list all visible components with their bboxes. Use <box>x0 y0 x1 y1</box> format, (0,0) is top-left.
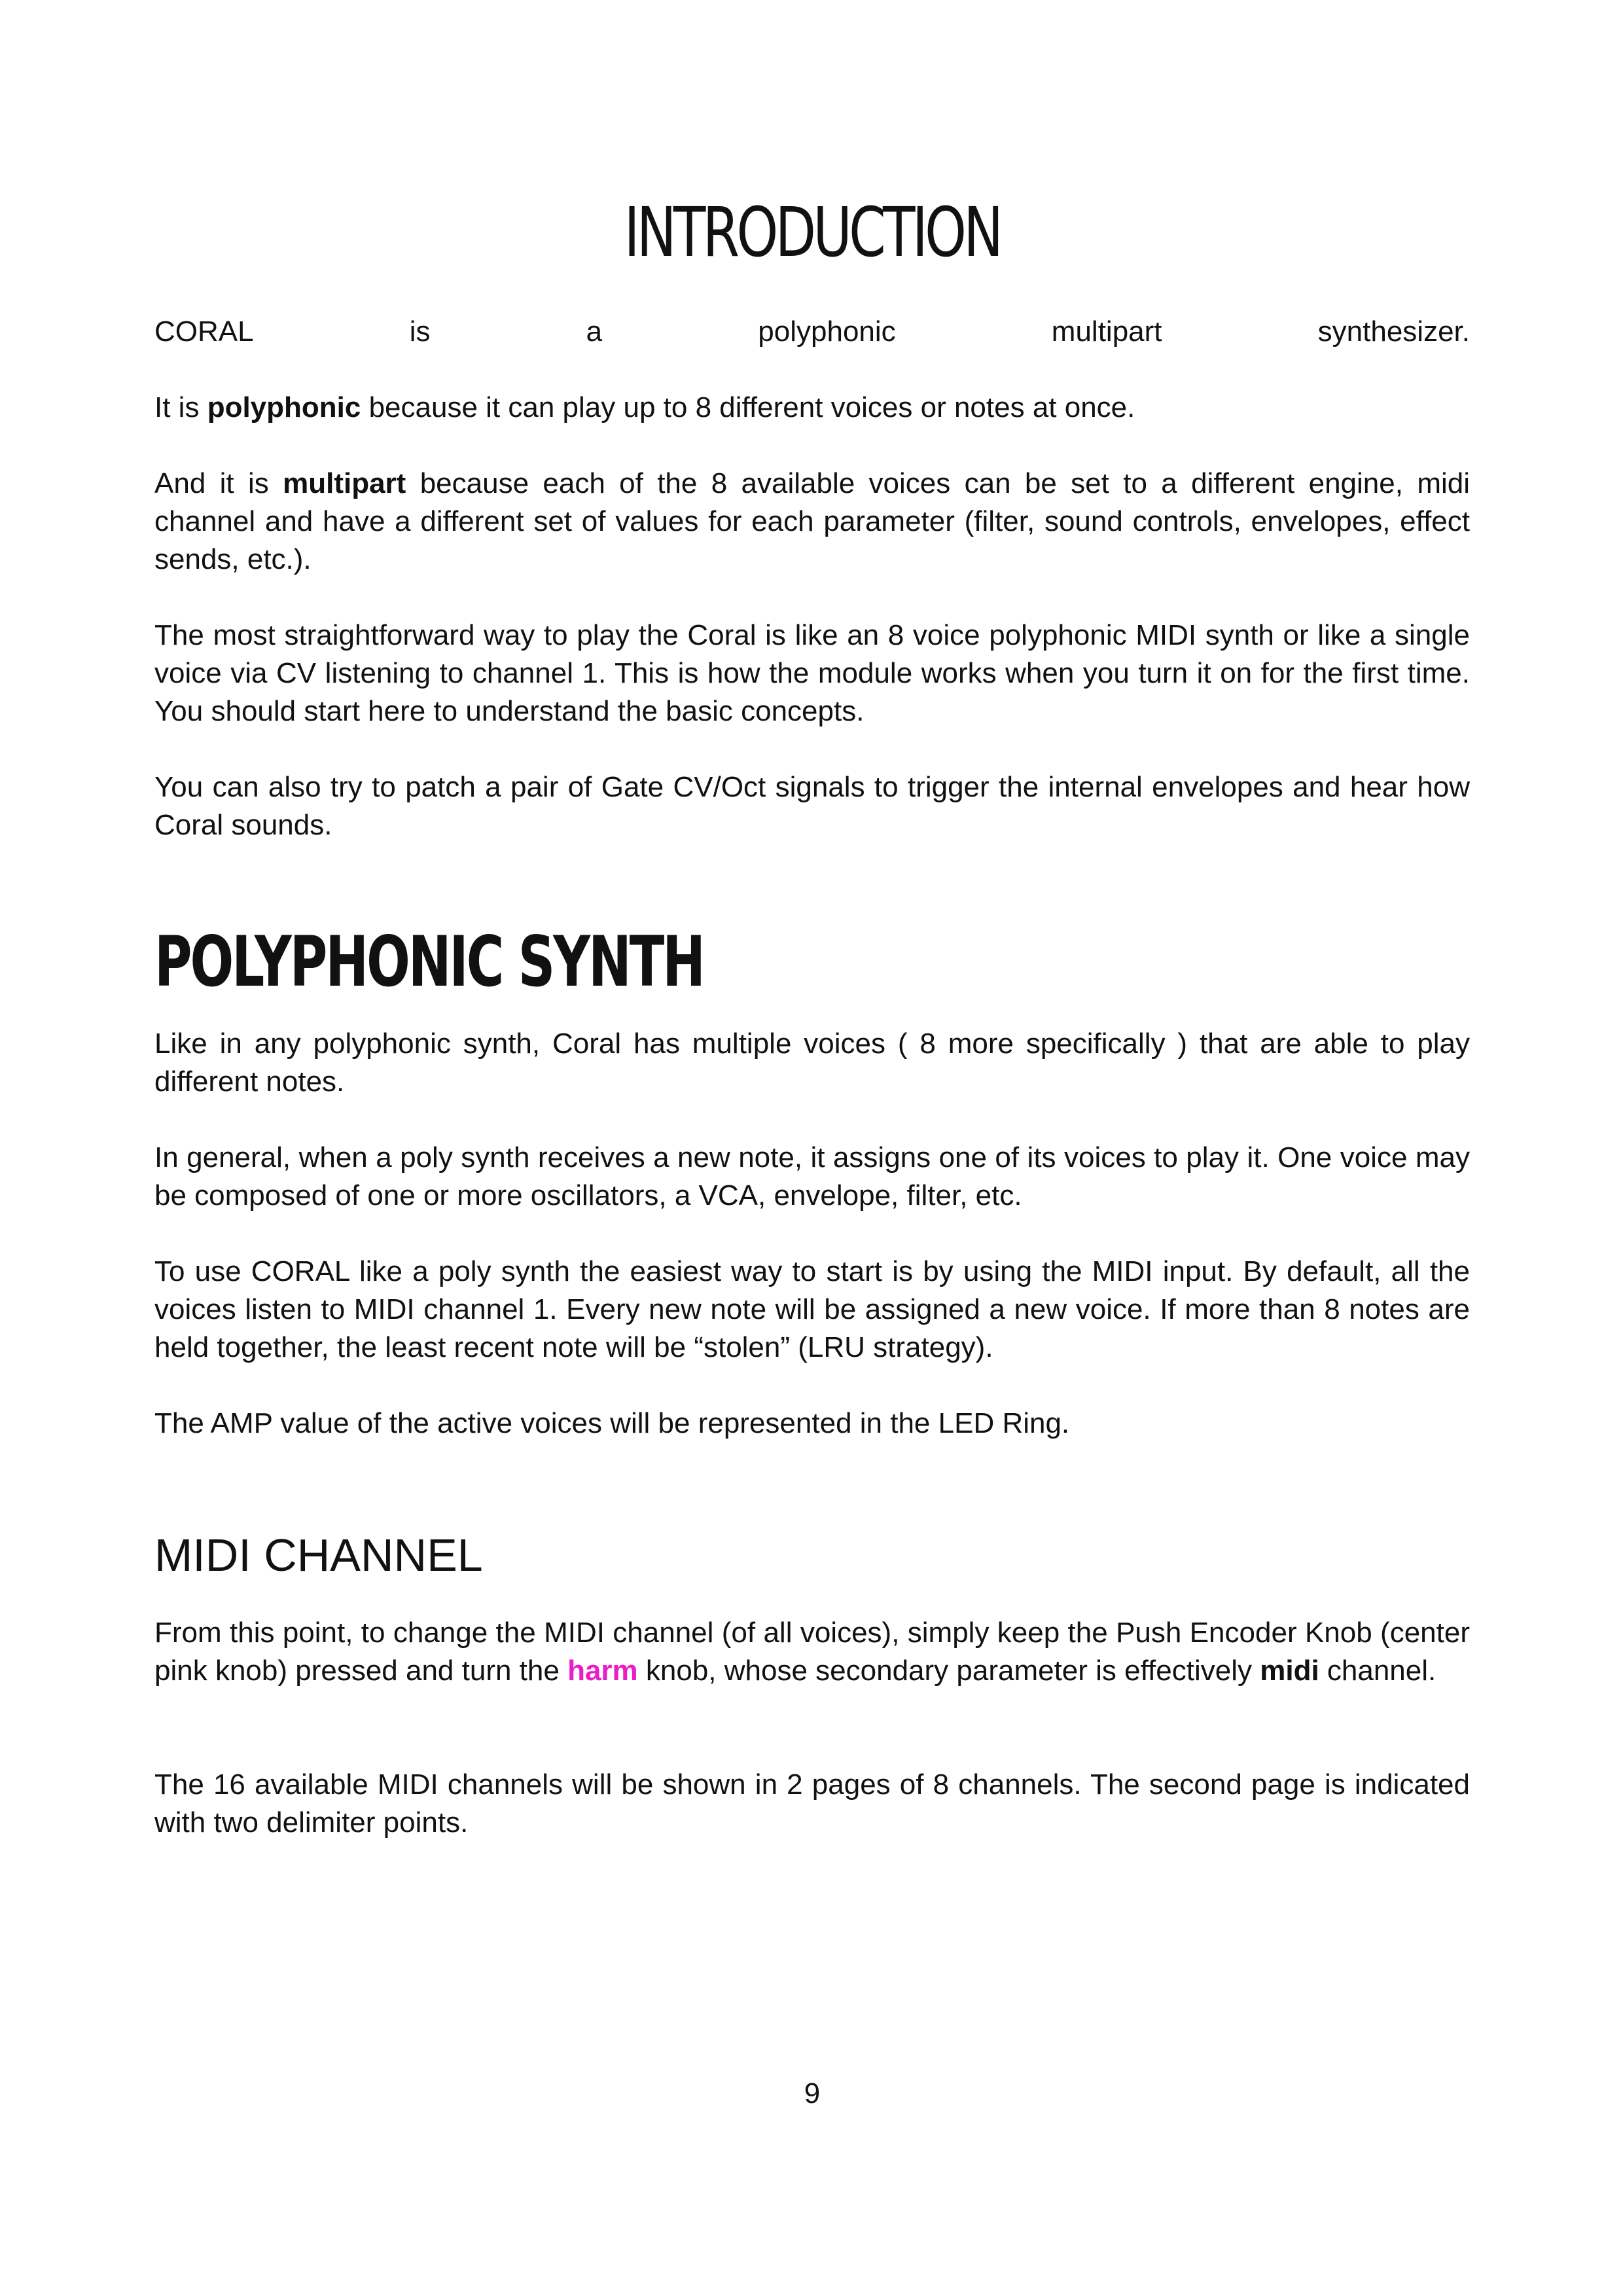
intro-paragraph-polyphonic: It is polyphonic because it can play up to 8 different voices or notes at once. <box>154 391 1135 423</box>
harm-knob-label: harm <box>567 1655 638 1687</box>
bold-term-multipart: multipart <box>283 467 406 499</box>
midi-paragraph-change-channel: From this point, to change the MIDI channel (of all voices), simply keep the Push Encoder Knob (center pink knob) pressed and turn the harm knob, whose secondary parameter is effectively midi channel. <box>154 1617 1470 1687</box>
polyphonic-synth-heading: POLYPHONIC SYNTH <box>154 922 704 1002</box>
intro-paragraph-gate-cv: You can also try to patch a pair of Gate CV/Oct signals to trigger the internal envelopes and hear how Coral sounds. <box>154 771 1470 841</box>
lead-word: a <box>586 315 603 348</box>
lead-word: multipart <box>1051 315 1162 348</box>
bold-term-midi: midi <box>1260 1655 1319 1687</box>
document-page <box>154 0 1470 2296</box>
midi-channel-heading: MIDI CHANNEL <box>154 1530 483 1581</box>
intro-lead-line <box>154 313 1470 351</box>
midi-paragraph-pages: The 16 available MIDI channels will be shown in 2 pages of 8 channels. The second page is indicated with two delimiter points. <box>154 1768 1470 1839</box>
page-number: 9 <box>804 2077 821 2109</box>
lead-word: is <box>409 315 431 348</box>
poly-paragraph-voices: Like in any polyphonic synth, Coral has multiple voices ( 8 more specifically ) that are able to play different notes. <box>154 1028 1470 1098</box>
lead-word: polyphonic <box>758 315 896 348</box>
lead-word: CORAL <box>154 315 254 348</box>
poly-paragraph-midi-input: To use CORAL like a poly synth the easiest way to start is by using the MIDI input. By default, all the voices listen to MIDI channel 1. Every new note will be assigned a new voice. If more than 8 notes are held together, the least recent note will be “stolen” (LRU strategy). <box>154 1255 1470 1363</box>
bold-term-polyphonic: polyphonic <box>207 391 361 423</box>
poly-paragraph-led-ring: The AMP value of the active voices will be represented in the LED Ring. <box>154 1407 1070 1439</box>
introduction-heading: INTRODUCTION <box>624 192 1001 272</box>
intro-paragraph-straightforward: The most straightforward way to play the Coral is like an 8 voice polyphonic MIDI synth or like a single voice via CV listening to channel 1. This is how the module works when you turn it on for the first time. You should start here to understand the basic concepts. <box>154 619 1470 727</box>
lead-word: synthesizer. <box>1317 315 1470 348</box>
poly-paragraph-assign: In general, when a poly synth receives a new note, it assigns one of its voices to play it. One voice may be composed of one or more oscillators, a VCA, envelope, filter, etc. <box>154 1141 1470 1211</box>
intro-paragraph-multipart: And it is multipart because each of the 8 available voices can be set to a different engine, midi channel and have a different set of values for each parameter (filter, sound controls, envelopes, effect sends, etc.). <box>154 467 1470 575</box>
